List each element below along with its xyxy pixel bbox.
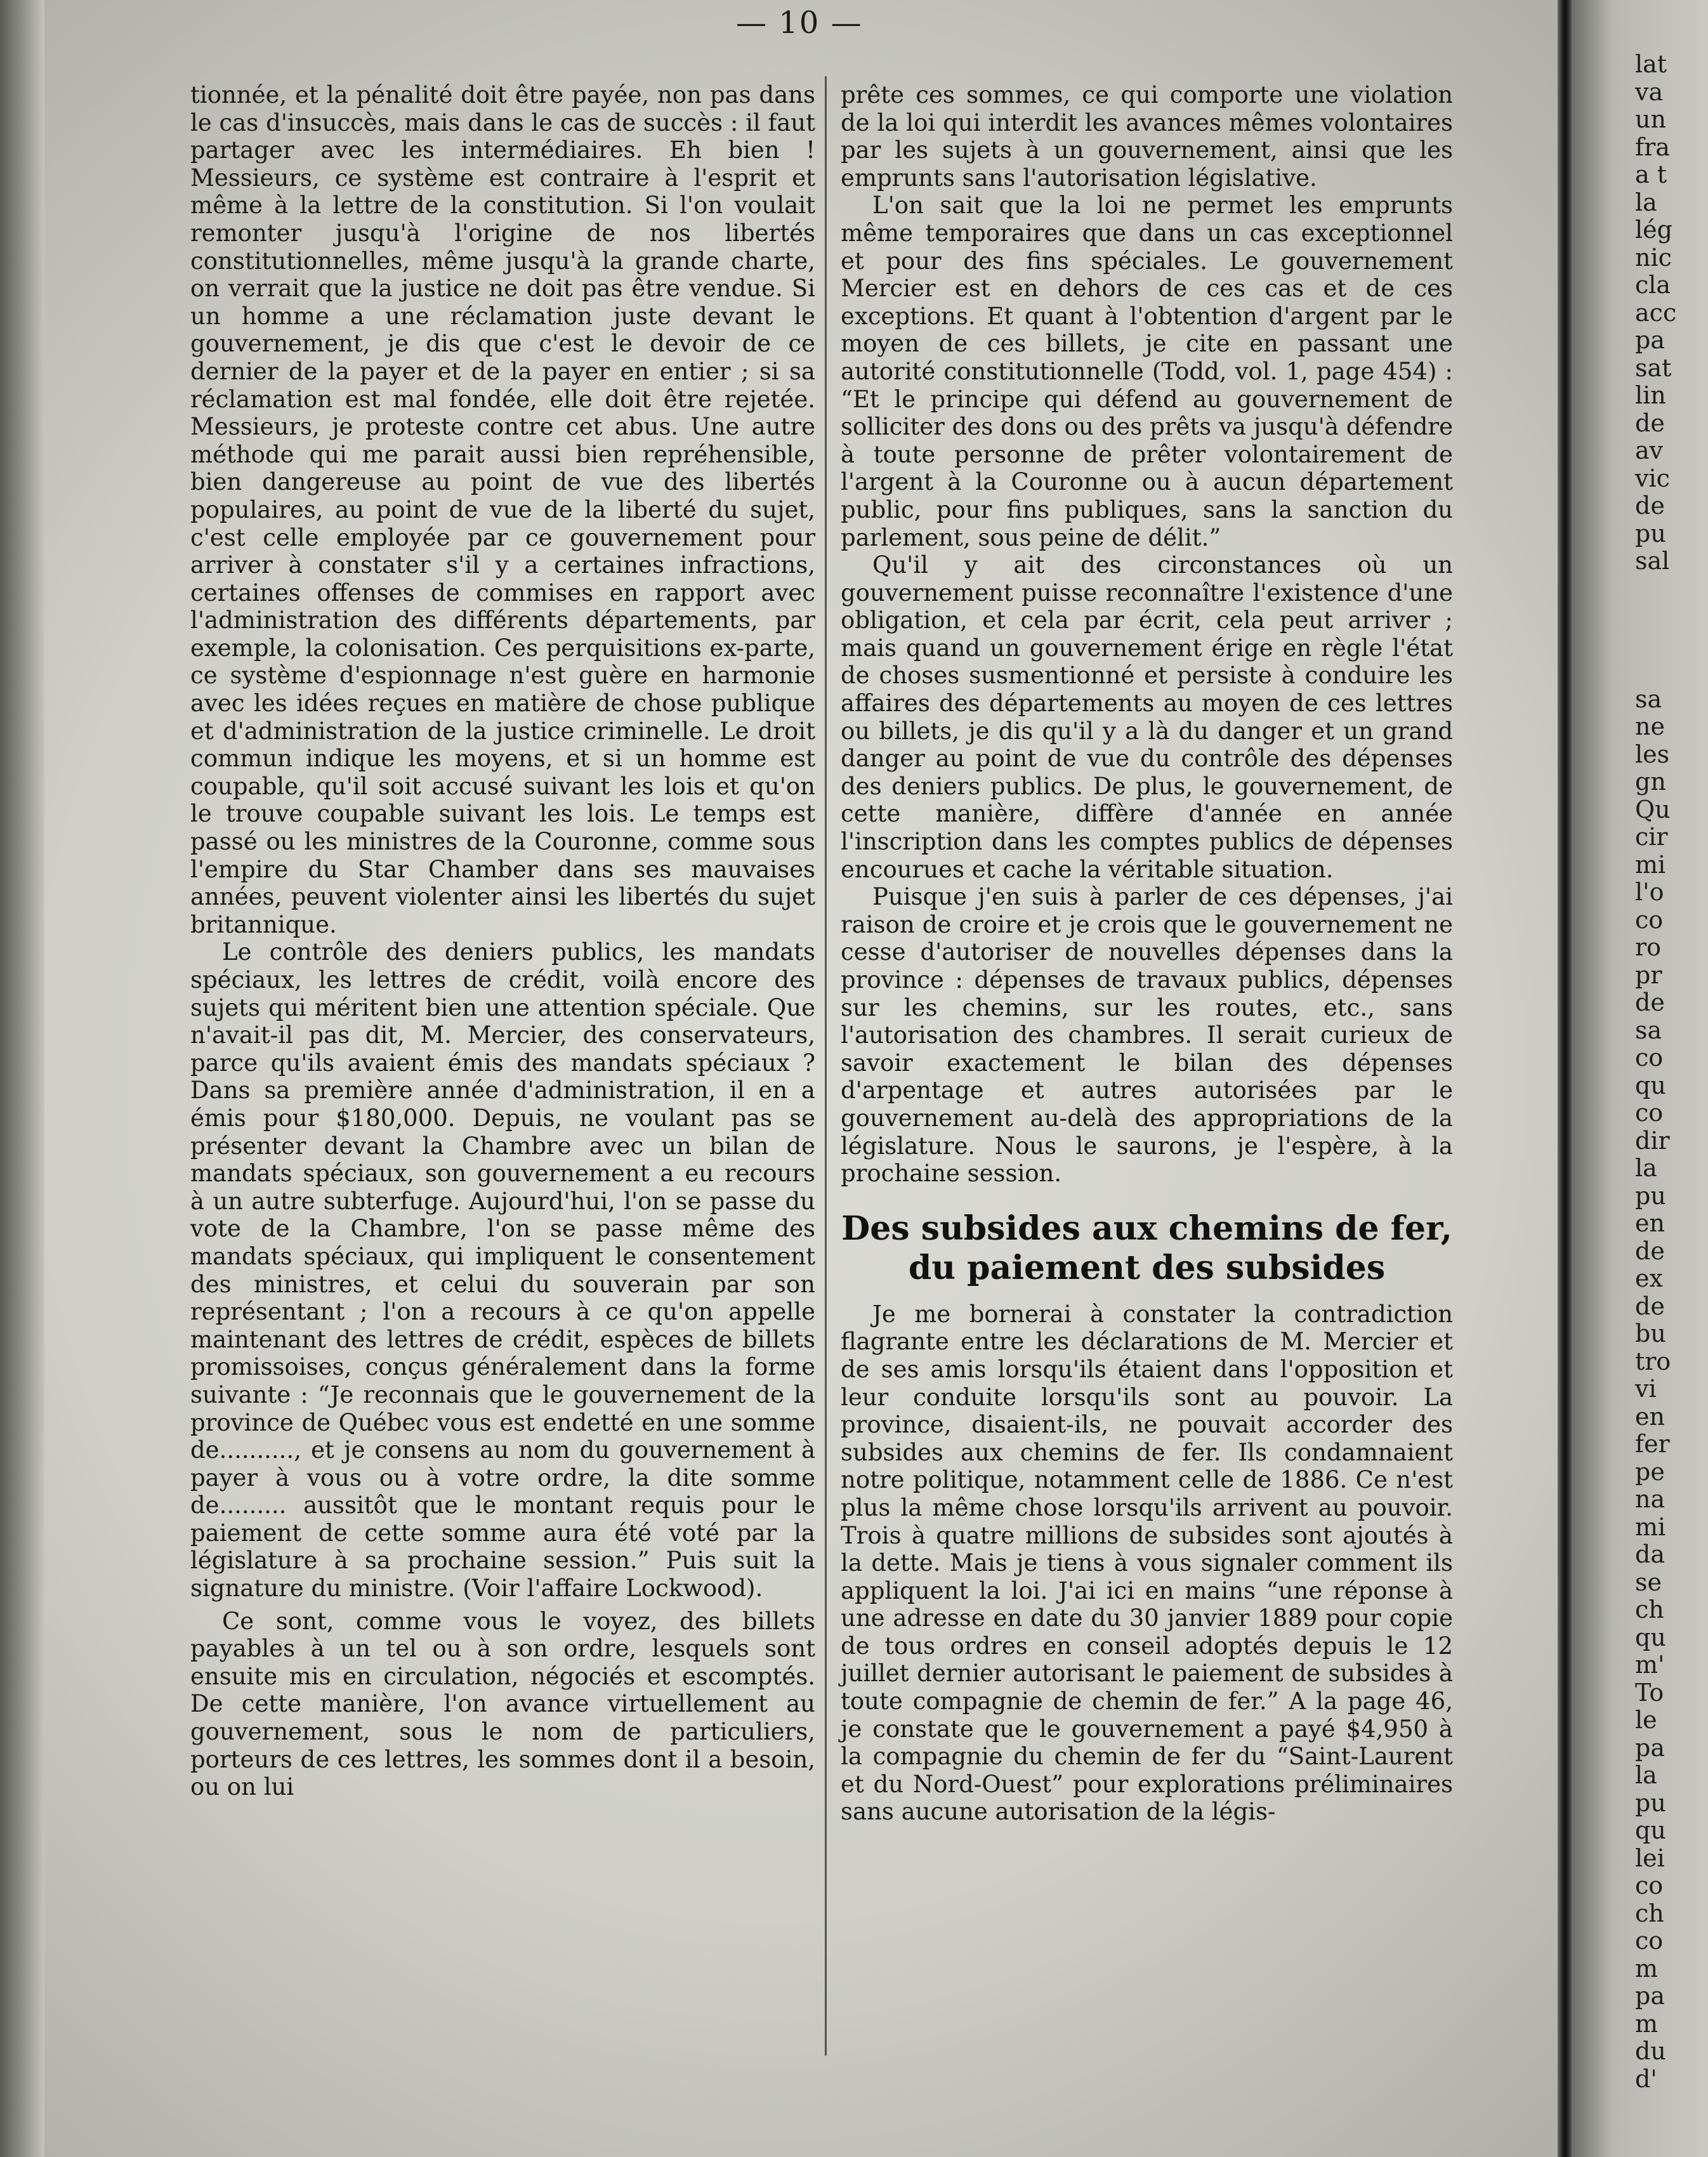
facing-page-fragment: de <box>1635 409 1665 437</box>
facing-page-fragment: pa <box>1635 326 1665 354</box>
facing-page-fragment: m' <box>1635 1651 1665 1679</box>
facing-page-fragment: de <box>1635 1236 1665 1265</box>
facing-page-fragment: co <box>1635 1872 1664 1899</box>
left-paragraph-1: tionnée, et la pénalité doit être payée, non pas dans le cas d'insuccès, mais dans le cas de succès : il faut partager avec les intermédiaires. Eh bien ! Messieurs, ce système est contraire à l'esprit et même à la lettre de la constitution. Si l'on voulait remonter jusqu'à l'origine de nos libertés constitutionnelles, même jusqu'à la grande charte, on verrait que la justice ne doit pas être vendue. Si un homme a une réclamation juste devant le gouvernement, je dis que c'est le devoir de ce dernier de la payer et de la payer en entier ; si sa réclamation est mal fondée, elle doit être rejetée. Messieurs, je proteste contre cet abus. Une autre méthode qui me parait aussi bien repréhensible, bien dangereuse au point de vue des libertés populaires, au point de vue de la liberté du sujet, c'est celle employée par ce gouvernement pour arriver à constater s'il y a certaines infractions, certaines offenses de commises en rapport avec l'administration des différents départements, par exemple, la colonisation. Ces perquisitions ex-parte, ce système d'espionnage n'est guère en harmonie avec les idées reçues en matière de chose publique et d'administration de la justice criminelle. Le droit commun indique les moyens, et si un homme est coupable, qu'il soit accusé suivant les lois et qu'on le trouve coupable suivant les lois. Le temps est passé ou les ministres de la Couronne, comme sous l'empire du Star Chamber dans ses mauvaises années, peuvent violenter ainsi les libertés du sujet britannique. <box>190 81 815 938</box>
facing-page-fragment: l'o <box>1635 878 1664 906</box>
facing-page-fragment: co <box>1635 1099 1664 1127</box>
facing-page-fragment: les <box>1635 740 1670 768</box>
facing-page-fragment: lei <box>1635 1844 1665 1872</box>
facing-page-fragment: da <box>1635 1540 1665 1568</box>
facing-page-fragment: la <box>1635 1761 1657 1789</box>
facing-page-fragment: tro <box>1635 1347 1671 1375</box>
right-paragraph-5: Je me bornerai à constater la contradiction flagrante entre les déclarations de M. Mercier et de ses amis lorsqu'ils étaient dans l'opposition et leur conduite lorsqu'ils sont au pouvoir. La province, disaient-ils, ne pouvait accorder des subsides aux chemins de fer. Ils condamnaient notre politique, notamment celle de 1886. Ce n'est plus la même chose lorsqu'ils arrivent au pouvoir. Trois à quatre millions de subsides sont ajoutés à la dette. Mais je tiens à vous signaler comment ils appliquent la loi. J'ai ici en mains “une réponse à une adresse en date du 30 janvier 1889 pour copie de tous ordres en conseil adoptés depuis le 12 juillet dernier autorisant le paiement de subsides à toute compagnie de chemin de fer.” A la page 46, je constate que le gouvernement a payé $4,950 à la compagnie du chemin de fer du “Saint-Laurent et du Nord-Ouest” pour explorations préliminaires sans aucune autorisation de la légis- <box>841 1300 1453 1826</box>
right-column <box>841 81 1453 1826</box>
facing-page-fragment: ex <box>1635 1264 1663 1292</box>
column-divider <box>825 76 827 2055</box>
facing-page-fragment: bu <box>1635 1320 1666 1347</box>
facing-page-fragment: cir <box>1635 823 1668 851</box>
facing-page-fragment: le <box>1635 1706 1657 1734</box>
left-paragraph-2: Le contrôle des deniers publics, les mandats spéciaux, les lettres de crédit, voilà encore des sujets qui méritent bien une attention spéciale. Que n'avait-il pas dit, M. Mercier, des conservateurs, parce qu'ils avaient émis des mandats spéciaux ? Dans sa première année d'administration, il en a émis pour $180,000. Depuis, ne voulant pas se présenter devant la Chambre avec un bilan de mandats spéciaux, son gouvernement a eu recours à un autre subterfuge. Aujourd'hui, l'on se passe du vote de la Chambre, l'on se passe même des mandats spéciaux, qui impliquent le consentement des ministres, et celui du souverain par son représentant ; l'on a recours à ce qu'on appelle maintenant des lettres de crédit, espèces de billets promissoises, conçus généralement dans la forme suivante : “Je reconnais que le gouvernement de la province de Québec vous est endetté en une somme de.........., et je consens au nom du gouvernement à payer à vous ou à votre ordre, la dite somme de......... aussitôt que le montant requis pour le paiement de cette somme aura été voté par la législature à sa prochaine session.” Puis suit la signature du ministre. (Voir l'affaire Lockwood). <box>190 938 815 1603</box>
facing-page-fragment: un <box>1635 105 1666 133</box>
section-heading-line-2: du paiement des subsides <box>908 1248 1386 1287</box>
right-paragraph-3: Qu'il y ait des circonstances où un gouvernement puisse reconnaître l'existence d'une obligation, et cela par écrit, cela peut arriver ; mais quand un gouvernement érige en règle l'état de choses susmentionné et persiste à conduire les affaires des départements au moyen de ces lettres ou billets, je dis qu'il y a là du danger et un grand danger au point de vue du contrôle des dépenses des deniers publics. De plus, le gouvernement, de cette manière, diffère d'année en année l'inscription dans les comptes publics de dépenses encourues et cache la véritable situation. <box>841 551 1453 883</box>
facing-page-fragment: vi <box>1635 1375 1657 1403</box>
facing-page-fragment: pu <box>1635 1788 1666 1817</box>
facing-page-fragment: acc <box>1635 298 1677 327</box>
facing-page-fragment: qu <box>1635 1071 1666 1099</box>
facing-page-fragment: dir <box>1635 1126 1670 1155</box>
facing-page-edge <box>1572 0 1708 2157</box>
facing-page-fragment: qu <box>1635 1816 1666 1844</box>
facing-page-fragment: mi <box>1635 1512 1666 1541</box>
facing-page-fragment: pa <box>1635 1982 1665 2010</box>
page-number: — 10 — <box>736 5 863 41</box>
facing-page-fragment: fra <box>1635 133 1670 161</box>
facing-page-fragment: qu <box>1635 1623 1666 1651</box>
facing-page-fragment: m <box>1635 1954 1659 1983</box>
facing-page-fragment: a t <box>1635 161 1667 188</box>
facing-page-fragment: mi <box>1635 850 1666 879</box>
facing-page-fragment: vic <box>1635 464 1670 492</box>
facing-page-fragment: lég <box>1635 216 1672 244</box>
facing-page-fragment: en <box>1635 1209 1665 1237</box>
book-spine-gutter <box>1558 0 1572 2157</box>
facing-page-fragment: pa <box>1635 1733 1665 1762</box>
facing-page-fragment: sa <box>1635 1016 1662 1044</box>
section-heading-line-1: Des subsides aux chemins de fer, <box>841 1209 1452 1248</box>
facing-page-fragment: av <box>1635 436 1664 464</box>
facing-page-fragment: ro <box>1635 933 1662 961</box>
facing-page-fragment: Qu <box>1635 795 1671 823</box>
facing-page-fragment: sa <box>1635 685 1662 713</box>
facing-page-fragment: d' <box>1635 2064 1657 2093</box>
facing-page-fragment: co <box>1635 1044 1664 1072</box>
facing-page-fragment: se <box>1635 1568 1662 1596</box>
facing-page-fragment: pu <box>1635 1181 1666 1210</box>
page-edge-shadow <box>0 0 44 2157</box>
facing-page-fragment: lat <box>1635 50 1667 78</box>
facing-page-fragment: de <box>1635 988 1665 1016</box>
facing-page-fragment: fer <box>1635 1430 1670 1458</box>
facing-page-fragment: de <box>1635 492 1665 520</box>
left-column <box>190 81 815 1801</box>
facing-page-fragment: m <box>1635 2009 1659 2038</box>
facing-page-fragment: na <box>1635 1485 1665 1513</box>
facing-page-fragment: sat <box>1635 353 1672 382</box>
facing-page-fragment: sal <box>1635 547 1670 575</box>
facing-page-fragment: gn <box>1635 768 1666 796</box>
facing-page-fragment: la <box>1635 1154 1657 1182</box>
facing-page-fragment: pr <box>1635 960 1662 989</box>
facing-page-fragment: To <box>1635 1678 1664 1707</box>
facing-page-fragment: co <box>1635 1927 1664 1955</box>
facing-page-fragment: en <box>1635 1402 1665 1431</box>
facing-page-fragment: ne <box>1635 712 1665 740</box>
facing-page-fragment: nic <box>1635 243 1672 272</box>
facing-page-fragment: lin <box>1635 381 1666 409</box>
facing-page-fragment: la <box>1635 188 1657 216</box>
right-paragraph-2: L'on sait que la loi ne permet les emprunts même temporaires que dans un cas exceptionnel et pour des fins spéciales. Le gouvernement Mercier est en dehors de ces cas et de ces exceptions. Et quant à l'obtention d'argent par le moyen de ces billets, je cite en passant une autorité constitutionnelle (Todd, vol. 1, page 454) : “Et le principe qui défend au gouvernement de solliciter des dons ou des prêts va jusqu'à défendre à toute personne de prêter volontairement de l'argent à la Couronne ou à aucun département public, pour fins publiques, sans la sanction du parlement, sous peine de délit.” <box>841 192 1453 551</box>
facing-page-fragment: va <box>1635 77 1664 106</box>
facing-page-fragment: pu <box>1635 519 1666 547</box>
facing-page-fragment: co <box>1635 905 1664 934</box>
section-heading <box>841 1209 1453 1288</box>
facing-page-fragment: ch <box>1635 1596 1664 1623</box>
right-paragraph-1: prête ces sommes, ce qui comporte une violation de la loi qui interdit les avances mêmes volontaires par les sujets à un gouvernement, ainsi que les emprunts sans l'autorisation législative. <box>841 81 1453 192</box>
facing-page-fragment: de <box>1635 1292 1665 1320</box>
right-paragraph-4: Puisque j'en suis à parler de ces dépenses, j'ai raison de croire et je crois que le gouvernement ne cesse d'autoriser de nouvelles dépenses dans la province : dépenses de travaux publics, dépenses sur les chemins, sur les routes, etc., sans l'autorisation des chambres. Il serait curieux de savoir exactement le bilan des dépenses d'arpentage et autres autorisées par le gouvernement au-delà des appropriations de la législature. Nous le saurons, je l'espère, à la prochaine session. <box>841 883 1453 1188</box>
facing-page-fragment: pe <box>1635 1457 1665 1486</box>
facing-page-fragment: cla <box>1635 271 1671 299</box>
facing-page-fragment: ch <box>1635 1899 1664 1927</box>
facing-page-fragment: du <box>1635 2037 1666 2065</box>
left-paragraph-3: Ce sont, comme vous le voyez, des billets payables à un tel ou à son ordre, lesquels sont ensuite mis en circulation, négociés et escomptés. De cette manière, l'on avance virtuellement au gouvernement, sous le nom de particuliers, porteurs de ces lettres, les sommes dont il a besoin, ou on lui <box>190 1607 815 1801</box>
